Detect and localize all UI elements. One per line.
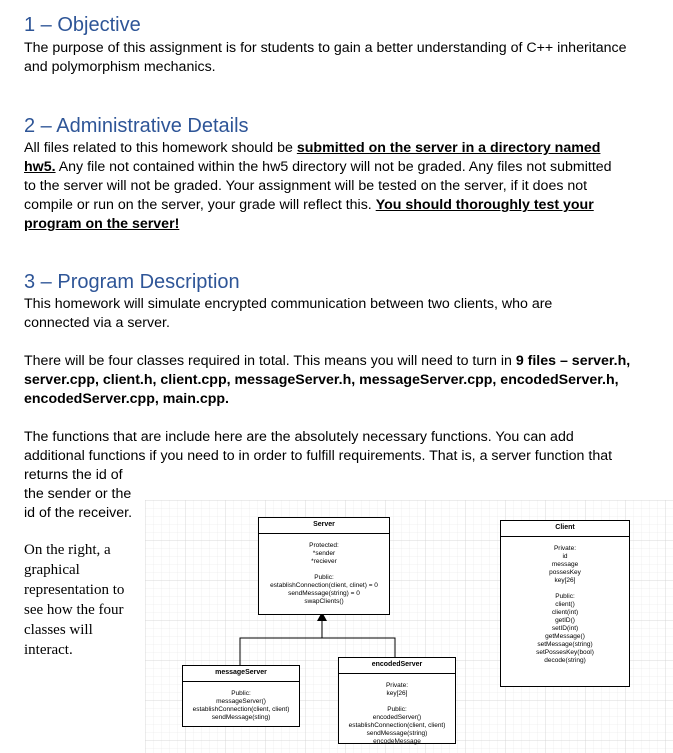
admin-line-2	[24, 158, 654, 177]
desc-para2-line-1-text: There will be four classes required in total. This means you will need to turn in	[24, 353, 516, 369]
side-line-1: On the right, a	[24, 542, 111, 558]
client-private-member: key[26]	[554, 577, 576, 584]
uml-diagram	[145, 500, 673, 753]
client-class-title: Client	[555, 524, 575, 531]
client-private-member: message	[551, 561, 579, 568]
server-protected-member: *sender	[312, 550, 336, 557]
section-2-heading: 2 – Administrative Details	[24, 115, 249, 137]
admin-line-4-emph: You should thoroughly test your	[375, 197, 594, 213]
section-3-heading: 3 – Program Description	[24, 271, 240, 293]
client-public-member: getMessage()	[545, 633, 585, 640]
encodedserver-public-label: Public:	[387, 706, 407, 713]
desc-para3-line-4: the sender or the	[24, 486, 132, 502]
encodedserver-public-member: establishConnection(client, client)	[348, 722, 446, 729]
client-public-member: client(int)	[551, 609, 579, 616]
server-class-box	[258, 517, 390, 615]
desc-para3-line-2: additional functions if you need to in order to fulfill requirements. That is, a server function that	[24, 448, 613, 464]
admin-line-4	[24, 196, 654, 215]
client-private-member: possesKey	[549, 569, 581, 576]
admin-line-2-text: Any file not contained within the hw5 directory will not be graded. Any files not submitted	[55, 159, 612, 175]
admin-line-2-emph: hw5.	[24, 159, 56, 175]
server-public-member: establishConnection(client, clinet) = 0	[270, 582, 378, 589]
server-public-member: sendMessage(string) = 0	[288, 590, 360, 597]
encodedserver-private-label: Private:	[385, 682, 409, 689]
encodedserver-public-member: sendMessage(string)	[366, 730, 428, 737]
encodedserver-public-member: encodeMessage	[373, 738, 421, 745]
client-private-label: Private:	[553, 545, 577, 552]
encodedserver-class-box	[338, 657, 456, 744]
encodedserver-private-member: key[26]	[386, 690, 408, 697]
objective-line-1: The purpose of this assignment is for students to gain a better understanding of C++ inheritance	[24, 40, 627, 56]
admin-line-3: to the server will not be graded. Your assignment will be tested on the server, if it does not	[24, 178, 588, 194]
side-line-3: representation to	[24, 582, 125, 598]
messageserver-public-member: sendMessage(sting)	[211, 714, 271, 721]
client-public-member: decode(string)	[544, 657, 586, 664]
desc-para2-line-3: encodedServer.cpp, main.cpp.	[24, 391, 229, 407]
messageserver-class-title: messageServer	[215, 669, 267, 676]
server-public-member: swapClients()	[304, 598, 344, 605]
server-public-label: Public:	[314, 574, 334, 581]
desc-para2-line-1	[24, 352, 654, 371]
client-public-member: setID(int)	[551, 625, 579, 632]
server-class-title: Server	[313, 521, 335, 528]
encodedserver-class-title: encodedServer	[371, 661, 423, 668]
client-public-member: getID()	[555, 617, 575, 624]
client-public-member: setMessage(string)	[537, 641, 593, 648]
desc-para1-line-2: connected via a server.	[24, 315, 170, 331]
admin-line-1	[24, 139, 654, 158]
encodedserver-public-member: encodedServer()	[372, 714, 422, 721]
desc-para3-line-3: returns the id of	[24, 467, 123, 483]
side-line-5: classes will	[24, 622, 93, 638]
side-line-2: graphical	[24, 562, 80, 578]
admin-line-5: program on the server!	[24, 216, 180, 232]
server-protected-label: Protected:	[309, 542, 339, 549]
desc-para3-line-1: The functions that are include here are the absolutely necessary functions. You can add	[24, 429, 574, 445]
client-class-box	[500, 520, 630, 687]
client-public-member: client()	[555, 601, 575, 608]
admin-line-1-emph: submitted on the server in a directory named	[296, 140, 601, 156]
messageserver-public-label: Public:	[231, 690, 251, 697]
side-line-6: interact.	[24, 642, 73, 658]
admin-line-1-text: All files related to this homework should be	[24, 140, 297, 156]
server-protected-member: *reciever	[311, 558, 337, 565]
messageserver-public-member: messageServer()	[216, 698, 266, 705]
messageserver-public-member: establishConnection(client, client)	[192, 706, 290, 713]
objective-line-2: and polymorphism mechanics.	[24, 59, 216, 75]
section-1-heading: 1 – Objective	[24, 14, 141, 36]
desc-para2-line-1-emph: 9 files – server.h,	[515, 353, 631, 369]
desc-para1-line-1: This homework will simulate encrypted communication between two clients, who are	[24, 296, 553, 312]
client-private-member: id	[562, 553, 568, 560]
desc-para3-line-5: id of the receiver.	[24, 505, 133, 521]
side-line-4: see how the four	[24, 602, 124, 618]
admin-line-4-text: compile or run on the server, your grade will reflect this.	[24, 197, 376, 213]
client-public-label: Public:	[555, 593, 575, 600]
client-public-member: setPossesKey(bool)	[536, 649, 594, 656]
messageserver-class-box	[182, 665, 300, 727]
desc-para2-line-2: server.cpp, client.h, client.cpp, messageServer.h, messageServer.cpp, encodedServer.h,	[24, 372, 619, 388]
